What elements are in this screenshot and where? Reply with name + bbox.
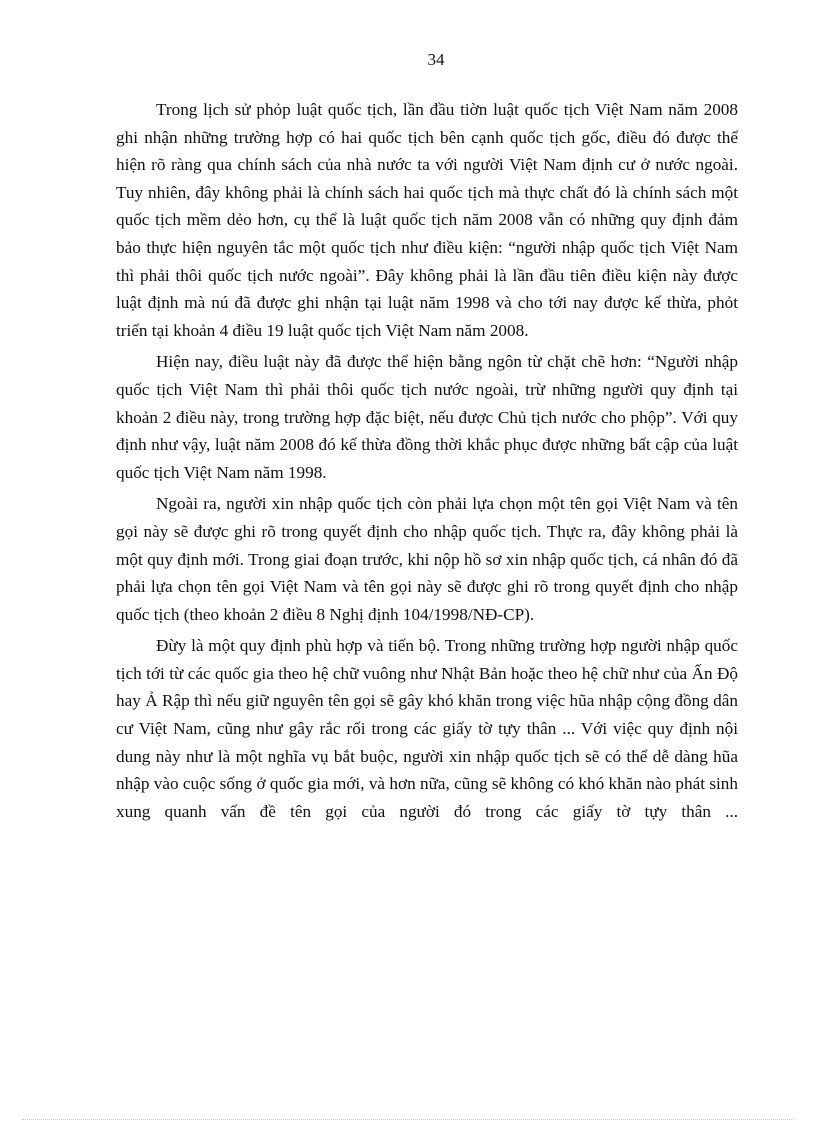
paragraph: Trong lịch sử phỏp luật quốc tịch, lần đầu tiờn luật quốc tịch Việt Nam năm 2008 ghi nhận những trường hợp có hai quốc tịch bên cạnh quốc tịch gốc, điều đó được thể hiện rõ ràng qua chính sách của nhà nước ta với người Việt Nam định cư ở nước ngoài. Tuy nhiên, đây không phải là chính sách hai quốc tịch mà thực chất đó là chính sách một quốc tịch mềm dẻo hơn, cụ thể là luật quốc tịch năm 2008 vẫn có những quy định đảm bảo thực hiện nguyên tắc một quốc tịch như điều kiện: “người nhập quốc tịch Việt Nam thì phải thôi quốc tịch nước ngoài”. Đây không phải là lần đầu tiên điều kiện này được luật định mà nú đã được ghi nhận tại luật năm 1998 và cho tới nay được kế thừa, phỏt triển tại khoản 4 điều 19 luật quốc tịch Việt Nam năm 2008. (116, 100, 738, 340)
page-number: 34 (427, 50, 445, 69)
paragraph: Đừy là một quy định phù hợp và tiến bộ. Trong những trường hợp người nhập quốc tịch tới từ các quốc gia theo hệ chữ vuông như Nhật Bản hoặc theo hệ chữ như của Ấn Độ hay Ả Rập thì nếu giữ nguyên tên gọi sẽ gây khó khăn trong việc hũa nhập cộng đồng dân cư Việt Nam, cũng như gây rắc rối trong các giấy tờ tựy thân ... Với việc quy định nội dung này như là một nghĩa vụ bắt buộc, người xin nhập quốc tịch sẽ có thể dễ dàng hũa nhập vào cuộc sống ở quốc gia mới, và hơn nữa, cũng sẽ không có khó khăn nào phát sinh xung quanh vấn đề tên gọi của người đó trong các giấy tờ tựy thân ... (116, 636, 738, 821)
paragraph: Ngoài ra, người xin nhập quốc tịch còn phải lựa chọn một tên gọi Việt Nam và tên gọi này sẽ được ghi rõ trong quyết định cho nhập quốc tịch. Thực ra, đây không phải là một quy định mới. Trong giai đoạn trước, khi nộp hồ sơ xin nhập quốc tịch, cá nhân đó đã phải lựa chọn tên gọi Việt Nam và tên gọi này sẽ được ghi rõ trong quyết định cho nhập quốc tịch (theo khoản 2 điều 8 Nghị định 104/1998/NĐ-CP). (116, 494, 738, 624)
paragraph: Hiện nay, điều luật này đã được thể hiện bằng ngôn từ chặt chẽ hơn: “Người nhập quốc tịch Việt Nam thì phải thôi quốc tịch nước ngoài, trừ những người quy định tại khoản 2 điều này, trong trường hợp đặc biệt, nếu được Chủ tịch nước cho phộp”. Với quy định như vậy, luật năm 2008 đó kế thừa đồng thời khắc phục được những bất cập của luật quốc tịch Việt Nam năm 1998. (116, 352, 738, 482)
page-bottom-divider (22, 1119, 794, 1120)
document-body (116, 96, 738, 825)
